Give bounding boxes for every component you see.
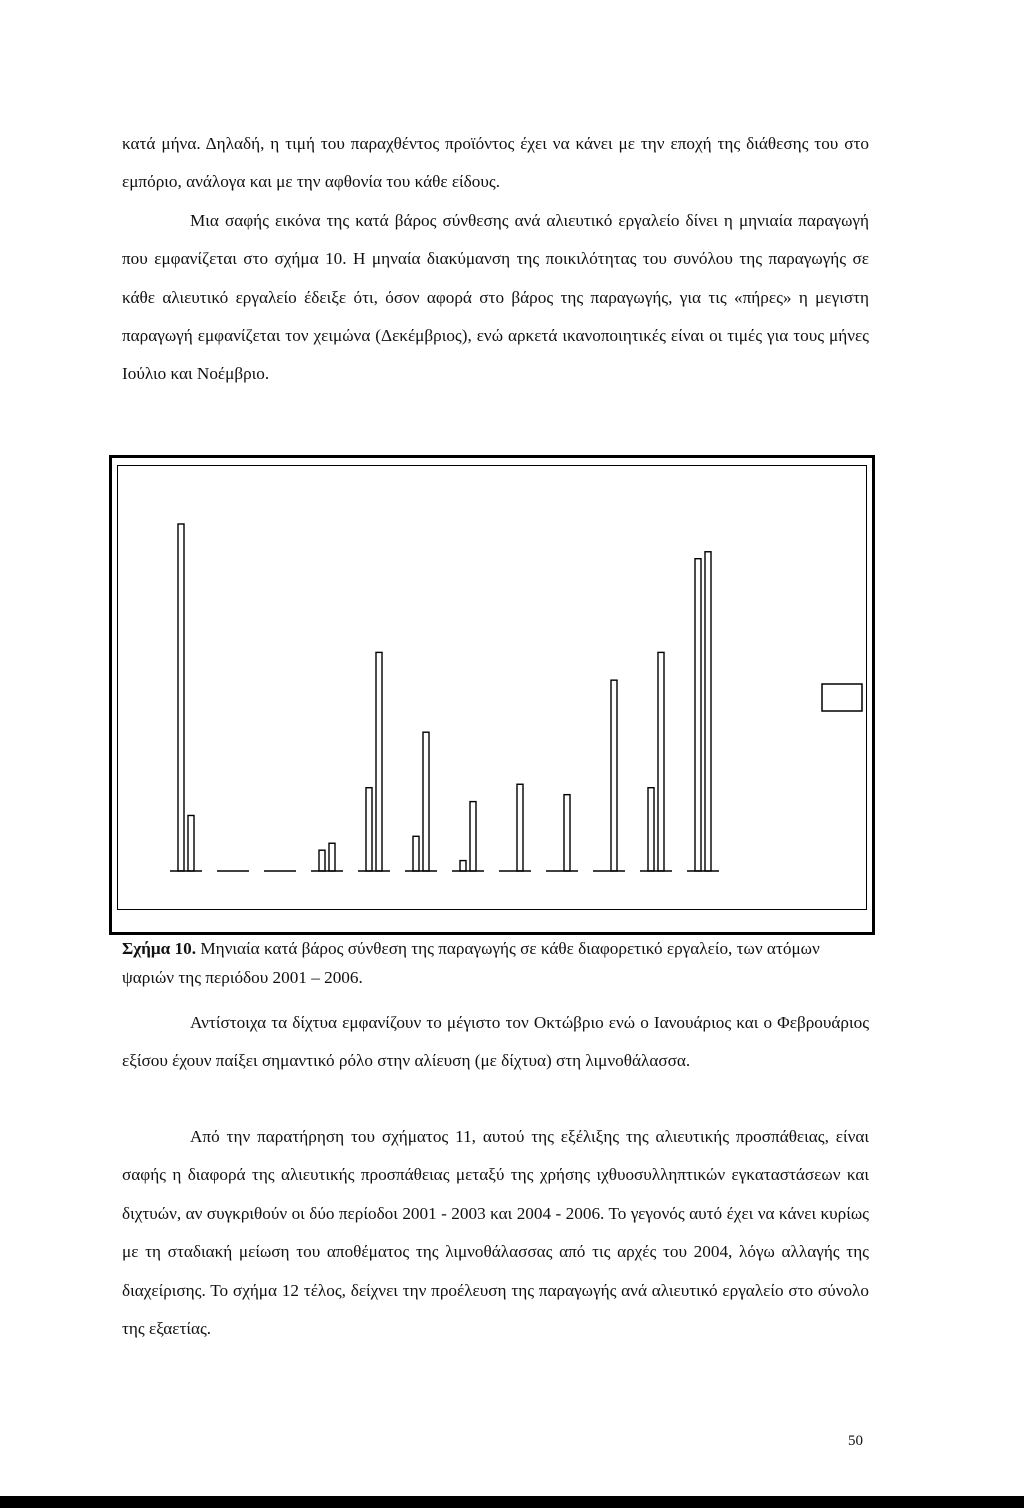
bar-month-11-series-2 [658, 652, 664, 871]
bar-month-6-series-1 [413, 836, 419, 871]
bar-month-4-series-1 [319, 850, 325, 871]
bar-month-7-series-2 [470, 802, 476, 871]
figure-10-frame [109, 455, 875, 935]
paragraph-1 [122, 125, 869, 394]
figure-caption [122, 934, 869, 992]
page-number: 50 [848, 1433, 863, 1449]
legend-key-box [822, 684, 862, 711]
figure-10-chart [118, 466, 865, 908]
bar-month-8-series-2 [517, 784, 523, 871]
bar-month-6-series-2 [423, 732, 429, 871]
bar-month-1-series-2 [188, 815, 194, 871]
paragraph-4: Από την παρατήρηση του σχήματος 11, αυτού της εξέλιξης της αλιευτικής προσπάθειας, είναι σαφής η διαφορά της αλιευτικής προσπάθειας μεταξύ της χρήσης ιχθυοσυλληπτικών εγκαταστάσεων και διχτυών, αν συγκριθούν οι δύο περίοδοι 2001 - 2003 και 2004 - 2006. Το γεγονός αυτό έχει να κάνει κυρίως με τη σταδιακή μείωση του αποθέματος της λιμνοθάλασσας από τις αρχές του 2004, λόγω αλλαγής της διαχείρισης. Το σχήμα 12 τέλος, δείχνει την προέλευση της παραγωγής ανά αλιευτικό εργαλείο στο σύνολο της εξαετίας. [122, 1127, 869, 1339]
figure-caption-text: Μηνιαία κατά βάρος σύνθεση της παραγωγής σε κάθε διαφορετικό εργαλείο, των ατόμων ψαριών της περιόδου 2001 – 2006. [122, 939, 820, 987]
figure-caption-label: Σχήμα 10. [122, 939, 197, 958]
figure-10-plot-area [117, 465, 867, 910]
paragraph-3: Αντίστοιχα τα δίχτυα εμφανίζουν το μέγιστο τον Οκτώβριο ενώ ο Ιανουάριος και ο Φεβρουάριος εξίσου έχουν παίξει σημαντικό ρόλο στην αλίευση (με δίχτυα) στη λιμνοθάλασσα. [122, 1013, 869, 1071]
bar-month-12-series-2 [705, 552, 711, 871]
paragraph-1-text: κατά μήνα. Δηλαδή, η τιμή του παραχθέντος προϊόντος έχει να κάνει με την εποχή της διάθεσης του στο εμπόριο, ανάλογα και με την αφθονία του κάθε είδους. [122, 134, 869, 192]
paragraph-2-text: Μια σαφής εικόνα της κατά βάρος σύνθεσης ανά αλιευτικό εργαλείο δίνει η μηνιαία παραγωγή που εμφανίζεται στο σχήμα 10. Η μηναία διακύμανση της ποικιλότητας του συνόλου της παραγωγής σε κάθε αλιευτικό εργαλείο έδειξε ότι, όσον αφορά στο βάρος της παραγωγής, για τις «πήρες» η μεγιστη παραγωγή εμφανίζεται τον χειμώνα (Δεκέμβριος), ενώ αρκετά ικανοποιητικές είναι οι τιμές για τους μήνες Ιούλιο και Νοέμβριο. [122, 210, 869, 384]
bar-month-1-series-1 [178, 524, 184, 871]
bar-month-11-series-1 [648, 788, 654, 871]
bar-month-4-series-2 [329, 843, 335, 871]
bar-month-5-series-2 [376, 652, 382, 871]
bar-month-5-series-1 [366, 788, 372, 871]
bar-month-10-series-2 [611, 680, 617, 871]
bar-month-9-series-2 [564, 795, 570, 871]
bar-month-12-series-1 [695, 559, 701, 871]
scan-border-bottom [0, 1496, 1024, 1508]
bar-month-7-series-1 [460, 861, 466, 871]
